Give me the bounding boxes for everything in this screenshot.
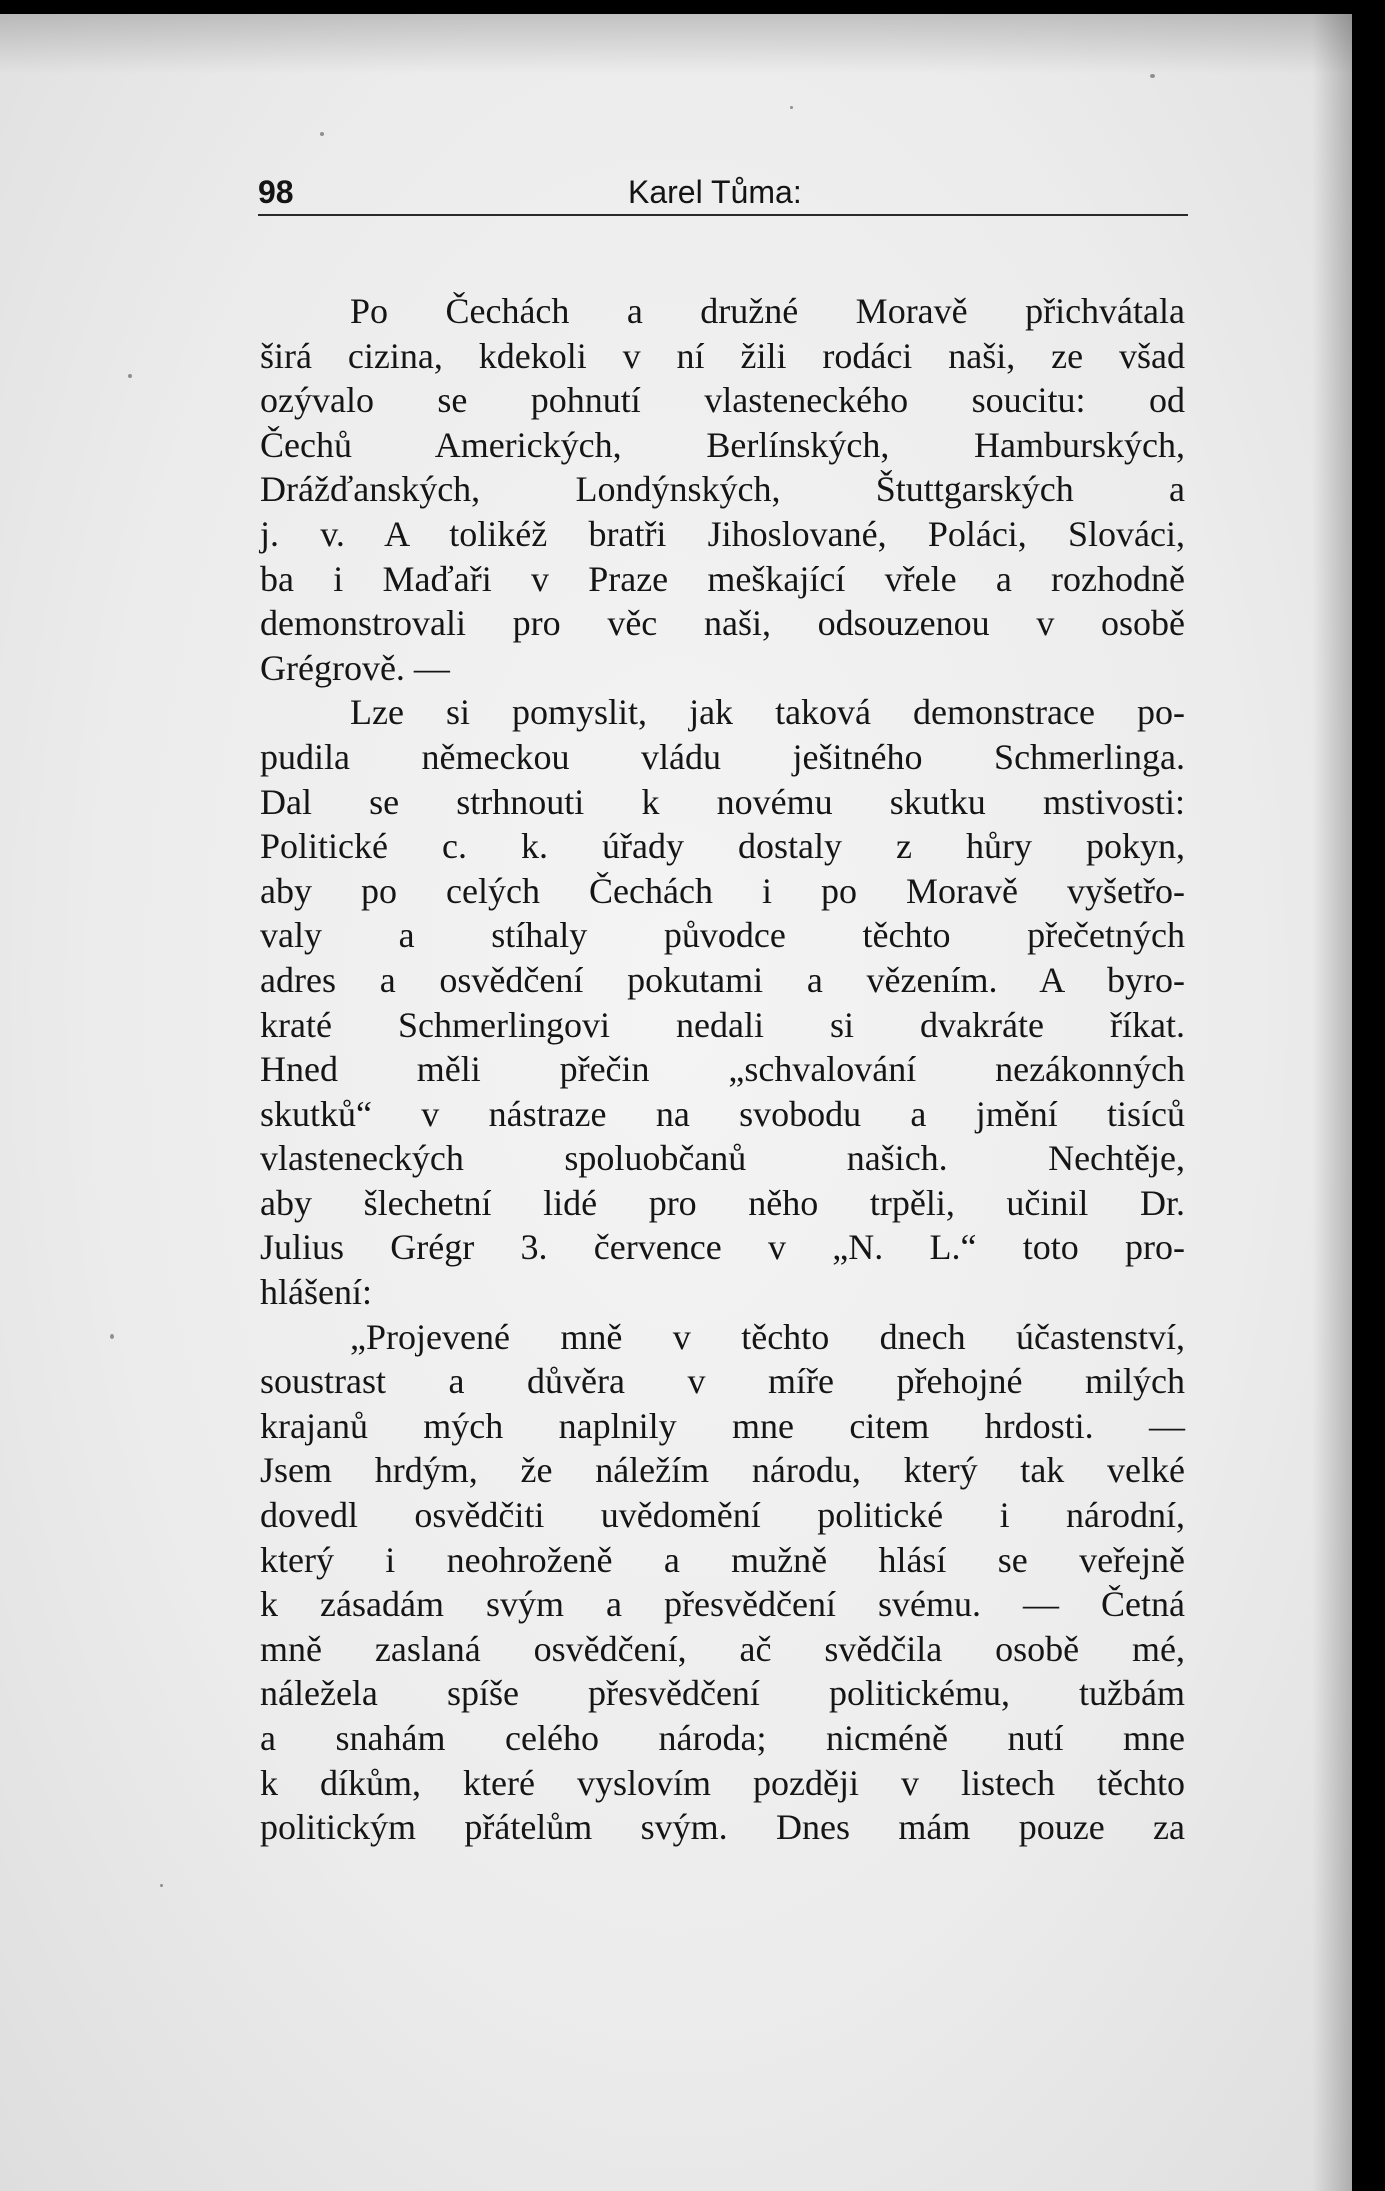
paper-sheet <box>0 14 1352 2191</box>
text-line: demonstrovali pro věc naši, odsouzenou v osobě <box>260 603 1185 644</box>
text-line: Čechů Amerických, Berlínských, Hamburských, <box>260 424 1185 465</box>
dust-speck <box>128 374 132 378</box>
text-line: aby po celých Čechách i po Moravě vyšetřo- <box>260 870 1185 911</box>
page-header <box>258 164 1188 216</box>
text-line: adres a osvědčení pokutami a vězením. A byro- <box>260 959 1185 1000</box>
text-line: Politické c. k. úřady dostaly z hůry pokyn, <box>260 826 1185 867</box>
text-line: vlasteneckých spoluobčanů našich. Nechtěje, <box>260 1138 1185 1179</box>
text-line: k díkům, které vyslovím později v listech těchto <box>260 1762 1185 1803</box>
text-line: mně zaslaná osvědčení, ač svědčila osobě mé, <box>260 1628 1185 1669</box>
text-line: Jsem hrdým, že náležím národu, který tak velké <box>260 1450 1185 1491</box>
text-line: Grégrově. — <box>260 647 450 688</box>
text-line: soustrast a důvěra v míře přehojné milých <box>260 1361 1185 1402</box>
text-line: valy a stíhaly původce těchto přečetných <box>260 915 1185 956</box>
dust-speck <box>110 1334 114 1339</box>
text-line: Dal se strhnouti k novému skutku mstivosti: <box>260 781 1185 822</box>
dust-speck <box>790 106 793 109</box>
dust-speck <box>1150 74 1155 78</box>
page-number: 98 <box>258 174 294 210</box>
text-line: skutků“ v nástraze na svobodu a jmění tisíců <box>260 1093 1185 1134</box>
text-line: dovedl osvědčiti uvědomění politické i národní, <box>260 1495 1185 1536</box>
text-line: Hned měli přečin „schvalování nezákonných <box>260 1049 1185 1090</box>
text-line: a snahám celého národa; nicméně nutí mne <box>260 1718 1185 1758</box>
text-line: Po Čechách a družné Moravě přichvátala <box>350 291 1185 331</box>
text-line: „Projevené mně v těchto dnech účastenství, <box>350 1316 1185 1357</box>
body-text <box>260 289 1185 1850</box>
top-edge-shadow <box>0 14 1352 74</box>
right-edge-shadow <box>1312 14 1352 2191</box>
text-line: Lze si pomyslit, jak taková demonstrace po- <box>350 692 1185 733</box>
text-line: Julius Grégr 3. července v „N. L.“ toto pro- <box>260 1227 1185 1268</box>
text-line: ba i Maďaři v Praze meškající vřele a rozhodně <box>260 558 1185 599</box>
text-line: ozývalo se pohnutí vlasteneckého soucitu: od <box>260 380 1185 421</box>
text-line: aby šlechetní lidé pro něho trpěli, učinil Dr. <box>260 1182 1185 1223</box>
text-line: náležela spíše přesvědčení politickému, tužbám <box>260 1673 1185 1714</box>
text-line: který i neohroženě a mužně hlásí se veřejně <box>260 1539 1185 1580</box>
text-line: hlášení: <box>260 1272 372 1313</box>
text-line: politickým přátelům svým. Dnes mám pouze za <box>260 1807 1185 1848</box>
text-line: Drážďanských, Londýnských, Štuttgarských a <box>260 469 1185 510</box>
dust-speck <box>160 1884 163 1887</box>
text-line: krajanů mých naplnily mne citem hrdosti. — <box>260 1405 1185 1446</box>
text-line: širá cizina, kdekoli v ní žili rodáci naši, ze všad <box>260 335 1185 376</box>
dust-speck <box>320 132 324 136</box>
text-line: k zásadám svým a přesvědčení svému. — Četná <box>260 1584 1185 1625</box>
running-head: Karel Tůma: <box>628 174 802 210</box>
text-line: pudila německou vládu ješitného Schmerlinga. <box>260 736 1185 777</box>
text-line: j. v. A tolikéž bratři Jihoslované, Poláci, Slováci, <box>260 513 1185 554</box>
text-line: kraté Schmerlingovi nedali si dvakráte říkat. <box>260 1004 1185 1045</box>
